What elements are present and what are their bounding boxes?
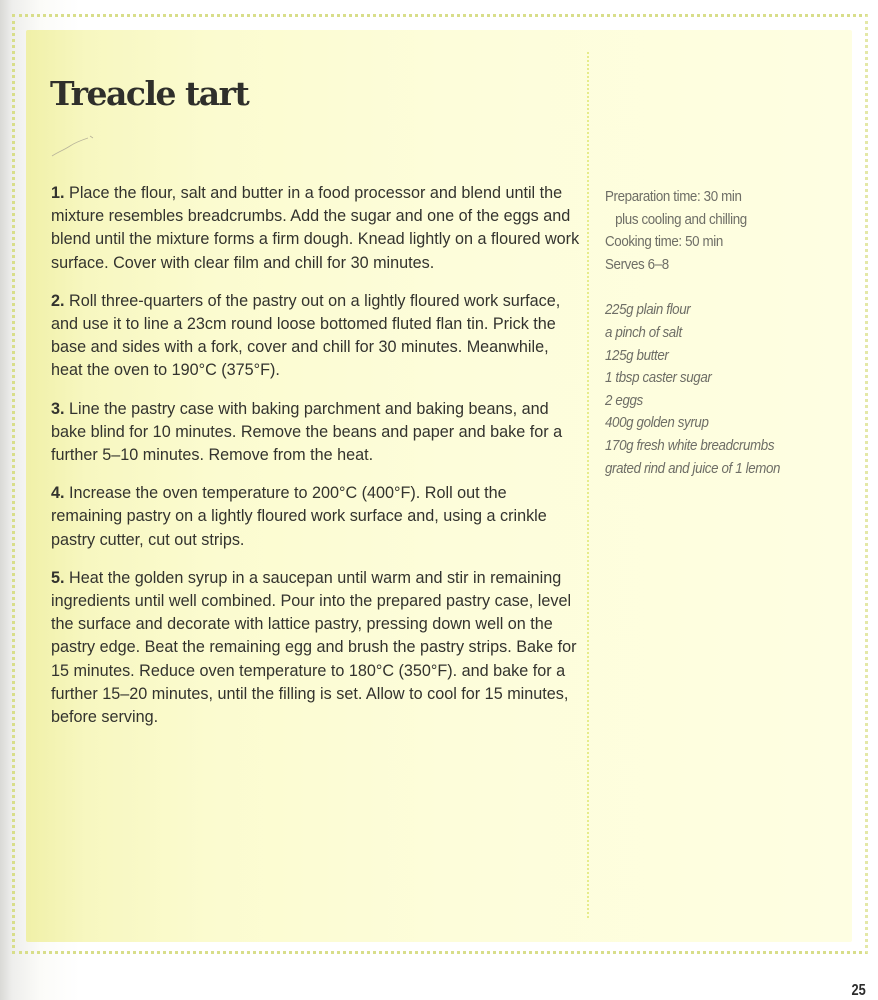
ingredient-item: 225g plain flour xyxy=(605,302,691,319)
step-text: Increase the oven temperature to 200°C (400°F). Roll out the remaining pastry on a lightly floured work surface and, using a crinkle pastry cutter, cut out strips. xyxy=(51,484,547,549)
recipe-meta xyxy=(605,186,835,276)
ingredient-item: 400g golden syrup xyxy=(605,415,709,432)
step-text: Line the pastry case with baking parchment and baking beans, and bake blind for 10 minutes. Remove the beans and paper and bake for a further 5–10 minutes. Remove from the heat. xyxy=(51,399,563,465)
step-text: Place the flour, salt and butter in a food processor and blend until the mixture resembles breadcrumbs. Add the sugar and one of the eggs and blend until the mixture forms a firm dough. Knead lightly on a floured work surface. Cover with clear film and chill for 30 minutes. xyxy=(51,184,580,272)
column-divider xyxy=(587,52,589,918)
step-number: 3. xyxy=(51,399,65,418)
step-text: Roll three-quarters of the pastry out on a lightly floured work surface, and use it to line a 23cm round loose bottomed fluted flan tin. Prick the base and sides with a fork, cover and chill for 30 minutes. Meanwhile, heat the oven to 190°C (375°F). xyxy=(51,291,561,380)
step-number: 5. xyxy=(51,568,65,587)
page-number: 25 xyxy=(851,982,866,999)
preparation-extra: plus cooling and chilling xyxy=(615,211,747,228)
step-number: 1. xyxy=(51,184,65,202)
ingredient-item: 170g fresh white breadcrumbs xyxy=(605,437,775,454)
ingredient-item: 2 eggs xyxy=(605,392,643,409)
step-1 xyxy=(51,182,581,275)
pencil-scribble-icon xyxy=(48,130,108,160)
ingredients-list xyxy=(605,299,835,480)
step-3 xyxy=(51,398,581,468)
step-number: 2. xyxy=(51,291,65,310)
method-steps xyxy=(51,182,581,744)
step-4 xyxy=(51,482,581,552)
step-number: 4. xyxy=(51,484,65,503)
step-text: Heat the golden syrup in a saucepan until warm and stir in remaining ingredients until well combined. Pour into the prepared pastry case, level the surface and decorate with lattice pastry, pressing down well on the pastry edge. Beat the remaining egg and brush the pastry strips. Bake for 15 minutes. Reduce oven temperature to 180°C (350°F). and bake for a further 15–20 minutes, until the filling is set. Allow to cool for 15 minutes, before serving. xyxy=(51,568,577,727)
step-2 xyxy=(51,290,581,383)
recipe-info-sidebar xyxy=(605,186,835,480)
serves: Serves 6–8 xyxy=(605,256,669,273)
ingredient-item: 1 tbsp caster sugar xyxy=(605,370,712,387)
cooking-time: Cooking time: 50 min xyxy=(605,234,723,251)
ingredient-item: a pinch of salt xyxy=(605,324,682,341)
step-5 xyxy=(51,567,581,729)
recipe-title: Treacle tart xyxy=(50,74,249,113)
ingredient-item: grated rind and juice of 1 lemon xyxy=(605,460,781,477)
ingredient-item: 125g butter xyxy=(605,347,669,364)
preparation-time: Preparation time: 30 min xyxy=(605,189,742,205)
